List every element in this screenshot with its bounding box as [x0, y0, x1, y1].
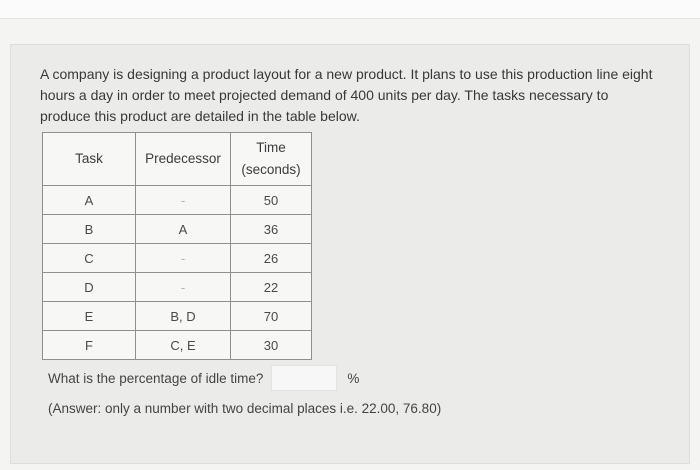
cell-time: 26: [231, 244, 312, 273]
cell-task: E: [43, 302, 136, 331]
cell-predecessor: -: [136, 186, 231, 215]
table-row: [43, 302, 312, 331]
header-time-line1: Time: [256, 140, 286, 155]
cell-predecessor: C, E: [136, 331, 231, 360]
cell-predecessor: A: [136, 215, 231, 244]
table-row: [43, 186, 312, 215]
cell-task: C: [43, 244, 136, 273]
header-time: [231, 133, 312, 186]
cell-task: F: [43, 331, 136, 360]
table-row: [43, 273, 312, 302]
header-time-line2: (seconds): [241, 162, 301, 177]
header-task: Task: [43, 133, 136, 186]
header-predecessor: Predecessor: [136, 133, 231, 186]
cell-task: D: [43, 273, 136, 302]
cell-time: 70: [231, 302, 312, 331]
table-row: [43, 244, 312, 273]
idle-time-answer-input[interactable]: [271, 365, 337, 391]
answer-row: [48, 366, 359, 390]
question-text: A company is designing a product layout for a new product. It plans to use this production line eight hours a day in order to meet projected demand of 400 units per day. The tasks necessary to produce this product are detailed in the table below.: [40, 66, 653, 124]
cell-time: 30: [231, 331, 312, 360]
cell-predecessor: -: [136, 244, 231, 273]
cell-predecessor: -: [136, 273, 231, 302]
top-strip: [0, 0, 700, 19]
cell-predecessor: B, D: [136, 302, 231, 331]
table-row: [43, 331, 312, 360]
cell-time: 50: [231, 186, 312, 215]
cell-task: A: [43, 186, 136, 215]
task-table: [42, 132, 312, 360]
cell-time: 36: [231, 215, 312, 244]
table-row: [43, 215, 312, 244]
cell-task: B: [43, 215, 136, 244]
table-header-row: [43, 133, 312, 186]
answer-prompt: What is the percentage of idle time?: [48, 370, 264, 386]
cell-time: 22: [231, 273, 312, 302]
answer-hint: (Answer: only a number with two decimal places i.e. 22.00, 76.80): [48, 401, 442, 416]
percent-unit: %: [347, 370, 360, 386]
